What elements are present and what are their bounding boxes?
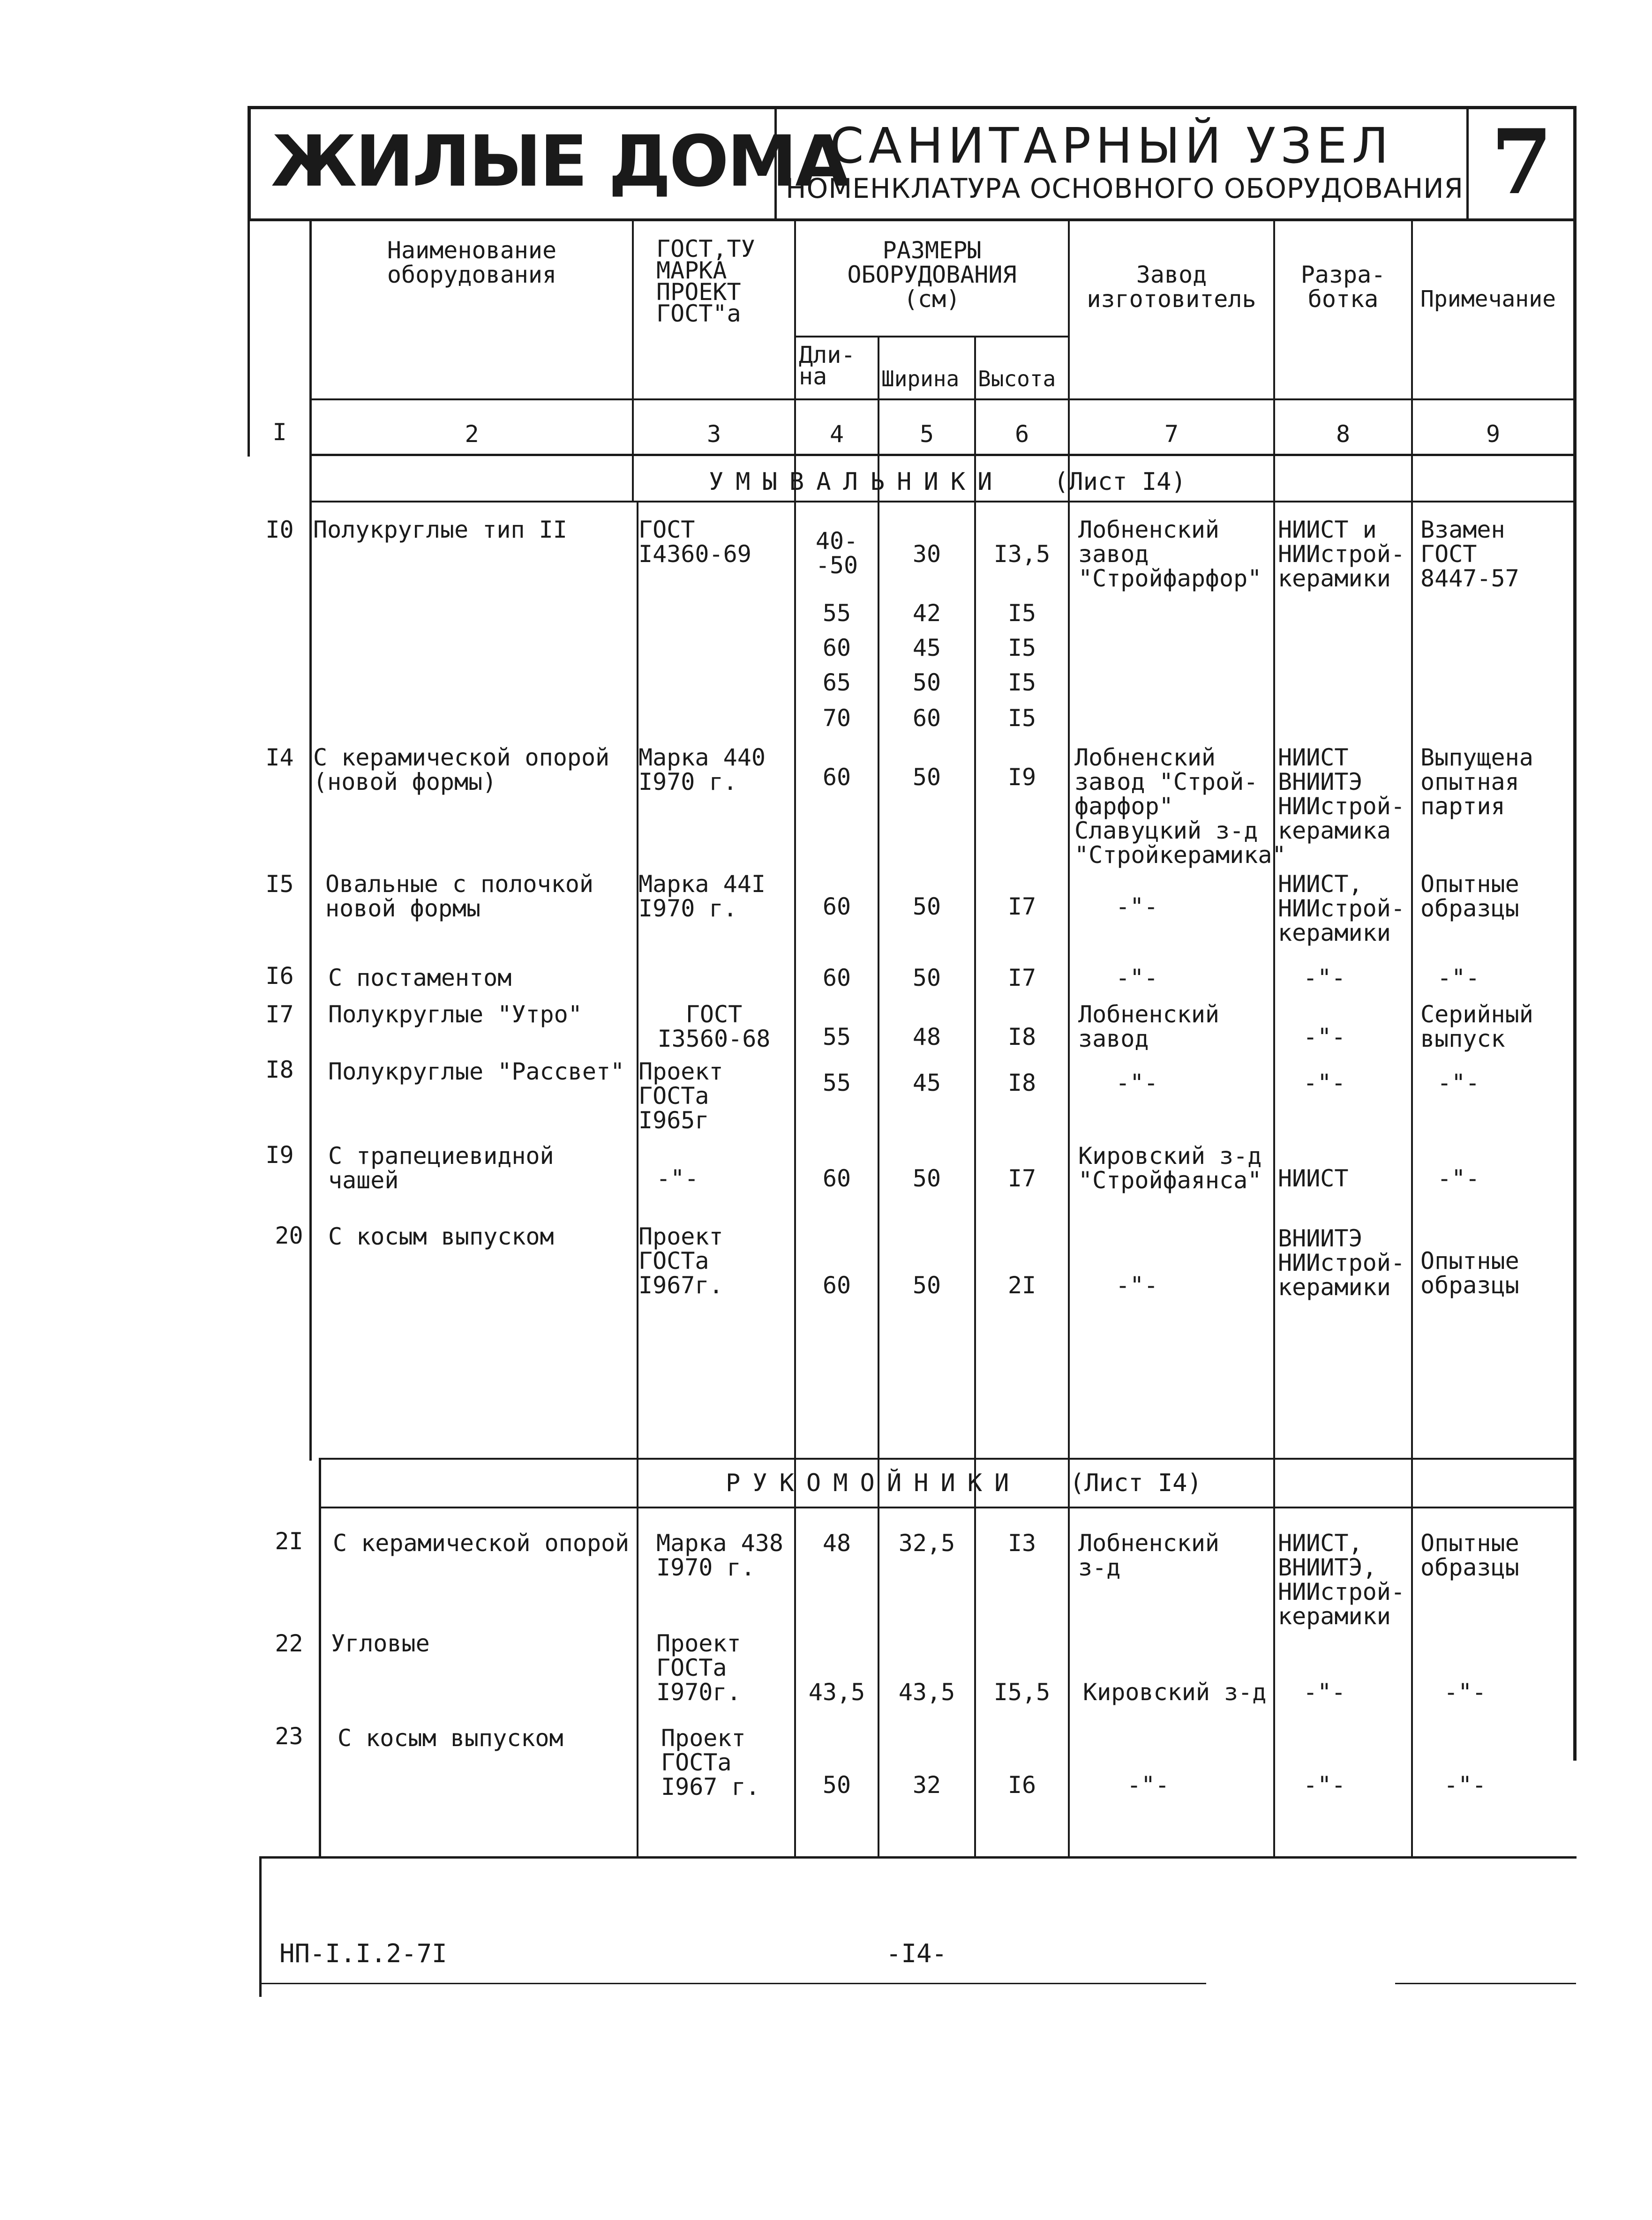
manufacturer: -"- xyxy=(1127,1771,1170,1799)
size-width: 50 xyxy=(912,1165,941,1192)
size-length: 55 xyxy=(822,1069,851,1096)
note: -"- xyxy=(1444,1771,1487,1799)
document-subtitle: НОМЕНКЛАТУРА ОСНОВНОГО ОБОРУДОВАНИЯ xyxy=(786,172,1464,204)
document-title: САНИТАРНЫЙ УЗЕЛ xyxy=(830,117,1393,174)
manufacturer: Лобненский завод xyxy=(1078,1001,1220,1052)
size-length: 40- -50 xyxy=(815,527,858,579)
manufacturer: -"- xyxy=(1116,964,1158,991)
equipment-name: С постаментом xyxy=(328,964,512,991)
equipment-name: Полукруглые "Утро" xyxy=(328,1001,582,1028)
manufacturer: Кировский з-д xyxy=(1083,1679,1267,1706)
size-length: 70 xyxy=(822,705,851,732)
note: Опытные образцы xyxy=(1420,1530,1519,1581)
column-number: 4 xyxy=(829,420,844,448)
size-height: I3,5 xyxy=(993,540,1051,568)
page-number: -I4- xyxy=(886,1939,947,1968)
gost-ref: Марка 438 I970 г. xyxy=(656,1530,783,1581)
equipment-name: С керамической опорой (новой формы) xyxy=(313,744,610,795)
size-height: I5 xyxy=(1007,600,1036,627)
size-length: 55 xyxy=(822,600,851,627)
size-width: 50 xyxy=(912,669,941,696)
size-width: 32,5 xyxy=(898,1530,955,1557)
size-width: 32 xyxy=(912,1771,941,1799)
size-width: 50 xyxy=(912,893,941,920)
size-length: 50 xyxy=(822,1771,851,1799)
column-header-factory: Завод изготовитель xyxy=(1087,261,1256,313)
column-number: 7 xyxy=(1164,420,1179,448)
note: Выпущена опытная партия xyxy=(1420,744,1533,820)
column-header-height: Высота xyxy=(978,366,1056,391)
note: Опытные образцы xyxy=(1420,1247,1519,1299)
size-height: 2I xyxy=(1007,1272,1036,1299)
size-length: 60 xyxy=(822,964,851,991)
developer: НИИСТ, НИИстрой- керамики xyxy=(1278,870,1405,946)
row-number: 23 xyxy=(275,1723,303,1750)
row-number: I8 xyxy=(265,1056,294,1083)
series-title: ЖИЛЫЕ ДОМА xyxy=(271,121,848,202)
equipment-name: С керамической опорой xyxy=(333,1530,630,1557)
row-number: 22 xyxy=(275,1630,303,1657)
manufacturer: -"- xyxy=(1116,893,1158,920)
column-header-sizes: РАЗМЕРЫ ОБОРУДОВАНИЯ (см) xyxy=(847,237,1017,313)
developer: -"- xyxy=(1303,1069,1346,1096)
equipment-name: С косым выпуском xyxy=(338,1725,563,1752)
size-width: 50 xyxy=(912,764,941,791)
gost-ref: ГОСТ I4360-69 xyxy=(638,516,751,568)
column-number: 5 xyxy=(919,420,934,448)
note: -"- xyxy=(1444,1679,1487,1706)
size-height: I5,5 xyxy=(993,1679,1051,1706)
size-length: 65 xyxy=(822,669,851,696)
column-header-developer: Разра- ботка xyxy=(1300,261,1386,313)
column-number: I xyxy=(272,419,287,446)
developer: НИИСТ xyxy=(1278,1165,1349,1192)
size-width: 43,5 xyxy=(898,1679,955,1706)
size-height: I8 xyxy=(1007,1069,1036,1096)
column-number: 2 xyxy=(465,420,479,448)
column-header-length: Дли- на xyxy=(799,341,856,390)
section-title-hand-basins: РУКОМОЙНИКИ xyxy=(726,1469,1021,1497)
gost-ref: Проект ГОСТа I965г xyxy=(638,1058,723,1134)
note: -"- xyxy=(1437,1165,1480,1192)
gost-ref: Проект ГОСТа I967 г. xyxy=(661,1725,760,1800)
equipment-name: С косым выпуском xyxy=(328,1223,554,1250)
note: -"- xyxy=(1437,1069,1480,1096)
developer: НИИСТ ВНИИТЭ НИИстрой- керамика xyxy=(1278,744,1405,844)
size-height: I7 xyxy=(1007,964,1036,991)
column-number: 9 xyxy=(1486,420,1501,448)
gost-ref: ГОСТ I3560-68 xyxy=(657,1001,771,1052)
column-header-note: Примечание xyxy=(1420,286,1556,312)
size-width: 42 xyxy=(912,600,941,627)
equipment-name: Полукруглые тип II xyxy=(313,516,567,543)
size-width: 30 xyxy=(912,540,941,568)
size-height: I8 xyxy=(1007,1023,1036,1050)
gost-ref: Проект ГОСТа I967г. xyxy=(638,1223,723,1299)
row-number: 2I xyxy=(275,1528,303,1555)
developer: НИИСТ и НИИстрой- керамики xyxy=(1278,516,1405,592)
size-length: 60 xyxy=(822,764,851,791)
gost-ref: Марка 440 I970 г. xyxy=(638,744,766,795)
size-width: 45 xyxy=(912,1069,941,1096)
note: Взамен ГОСТ 8447-57 xyxy=(1420,516,1519,592)
row-number: 20 xyxy=(275,1222,303,1249)
size-length: 60 xyxy=(822,1165,851,1192)
size-height: I5 xyxy=(1007,634,1036,661)
size-height: I6 xyxy=(1007,1771,1036,1799)
developer: -"- xyxy=(1303,964,1346,991)
size-height: I3 xyxy=(1007,1530,1036,1557)
developer: ВНИИТЭ НИИстрой- керамики xyxy=(1278,1225,1405,1301)
equipment-name: Овальные с полочкой новой формы xyxy=(325,870,593,922)
manufacturer: Лобненский з-д xyxy=(1078,1530,1220,1581)
row-number: I7 xyxy=(265,1001,294,1028)
size-height: I5 xyxy=(1007,669,1036,696)
row-number: I5 xyxy=(265,870,294,898)
section-title-washbasins: УМЫВАЛЬНИКИ xyxy=(709,468,1005,496)
developer: -"- xyxy=(1303,1023,1346,1050)
size-length: 60 xyxy=(822,1272,851,1299)
size-height: I9 xyxy=(1007,764,1036,791)
manufacturer: Лобненский завод "Стройфарфор" xyxy=(1078,516,1262,592)
gost-ref: Марка 44I I970 г. xyxy=(638,870,766,922)
equipment-name: Полукруглые "Рассвет" xyxy=(328,1058,625,1085)
manufacturer: -"- xyxy=(1116,1272,1158,1299)
note: -"- xyxy=(1437,964,1480,991)
developer: -"- xyxy=(1303,1679,1346,1706)
row-number: I0 xyxy=(265,516,294,543)
manufacturer: Кировский з-д "Стройфаянса" xyxy=(1078,1142,1262,1194)
size-width: 50 xyxy=(912,964,941,991)
size-width: 60 xyxy=(912,705,941,732)
size-width: 45 xyxy=(912,634,941,661)
section-sheet-ref: (Лист I4) xyxy=(1054,468,1186,496)
column-header-name: Наименование оборудования xyxy=(387,237,557,288)
size-height: I5 xyxy=(1007,705,1036,732)
size-length: 60 xyxy=(822,893,851,920)
document-code: НП-I.I.2-7I xyxy=(279,1939,447,1968)
note: Опытные образцы xyxy=(1420,870,1519,922)
developer: НИИСТ, ВНИИТЭ, НИИстрой- керамики xyxy=(1278,1530,1405,1630)
gost-ref: Проект ГОСТа I970г. xyxy=(656,1630,741,1706)
size-length: 43,5 xyxy=(808,1679,865,1706)
size-width: 50 xyxy=(912,1272,941,1299)
column-number: 3 xyxy=(706,420,721,448)
size-length: 55 xyxy=(822,1023,851,1050)
size-width: 48 xyxy=(912,1023,941,1050)
manufacturer: Лобненский завод "Строй- фарфор" Славуцкий з-д "Стройкерамика" xyxy=(1074,744,1286,869)
manufacturer: -"- xyxy=(1116,1069,1158,1096)
row-number: I6 xyxy=(265,962,294,990)
size-length: 60 xyxy=(822,634,851,661)
equipment-name: С трапециевидной чашей xyxy=(328,1142,554,1194)
developer: -"- xyxy=(1303,1771,1346,1799)
note: Серийный выпуск xyxy=(1420,1001,1533,1052)
gost-ref: -"- xyxy=(656,1165,699,1192)
column-number: 8 xyxy=(1336,420,1351,448)
section-sheet-ref: (Лист I4) xyxy=(1070,1469,1202,1497)
column-header-width: Ширина xyxy=(881,366,960,391)
column-number: 6 xyxy=(1014,420,1029,448)
size-height: I7 xyxy=(1007,1165,1036,1192)
equipment-name: Угловые xyxy=(331,1630,430,1657)
size-height: I7 xyxy=(1007,893,1036,920)
row-number: I4 xyxy=(265,744,294,771)
sheet-number: 7 xyxy=(1491,110,1553,214)
column-header-gost: ГОСТ,ТУ МАРКА ПРОЕКТ ГОСТ"а xyxy=(656,235,755,327)
row-number: I9 xyxy=(265,1141,294,1169)
size-length: 48 xyxy=(822,1530,851,1557)
